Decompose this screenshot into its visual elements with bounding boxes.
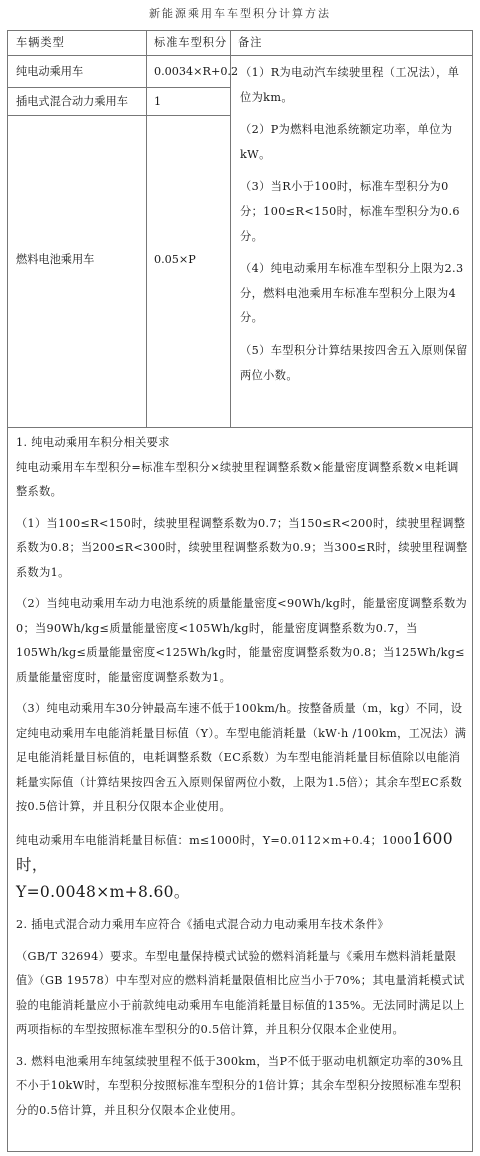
row-bev-score: 0.0034×R+0.2 <box>154 65 239 78</box>
row-bev-type: 纯电动乘用车 <box>16 65 84 78</box>
column-divider <box>146 31 147 427</box>
paragraph: （2）当纯电动乘用车动力电池系统的质量能量密度<90Wh/kg时，能量密度调整系数为0；当90Wh/kg≤质量能量密度<105Wh/kg时，能量密度调整系数为0.7，当105Wh/kg≤质量能量密度<125Wh/kg时，能量密度调整系数为0.8；当125Wh/kg≤质量能量密度时，能量密度调整系数为1。 <box>16 597 468 684</box>
text-span: 时， <box>16 856 48 874</box>
row-divider <box>8 55 472 56</box>
row-fcev-type: 燃料电池乘用车 <box>16 253 95 266</box>
paragraph: （1）当100≤R<150时，续驶里程调整系数为0.7；当150≤R<200时，续驶里程调整系数为0.8；当200≤R<300时，续驶里程调整系数为0.9；当300≤R时，续驶里程调整系数为1。 <box>16 516 468 579</box>
row-divider <box>8 115 230 116</box>
text-span: 1600 <box>412 829 453 848</box>
paragraph: 3. 燃料电池乘用车纯氢续驶里程不低于300km，当P不低于驱动电机额定功率的30%且不小于10kW时，车型积分按照标准车型积分的1倍计算；其余车型积分按照标准车型积分的0.5倍计算，并且积分仅限本企业使用。 <box>16 1054 464 1117</box>
policy-table <box>7 30 473 1152</box>
row-divider <box>8 87 230 88</box>
paragraph <box>16 827 470 907</box>
notes-cell <box>240 61 470 388</box>
note-item: （3）当R小于100时，标准车型积分为0分；100≤R<150时，标准车型积分为0.6分。 <box>240 180 460 243</box>
note-item: （4）纯电动乘用车标准车型积分上限为2.3分，燃料电池乘用车标准车型积分上限为4分。 <box>240 262 464 325</box>
section-heading: 1. 纯电动乘用车积分相关要求 <box>16 436 170 449</box>
paragraph: （GB/T 32694）要求。车型电量保持模式试验的燃料消耗量与《乘用车燃料消耗量限值》（GB 19578）中车型对应的燃料消耗量限值相比应当小于70%；其电量消耗模式试验的电能消耗量应小于前款纯电动乘用车电能消耗量目标值的135%。无法同时满足以上两项指标的车型按照标准车型积分的0.5倍计算，并且积分仅限本企业使用。 <box>16 949 465 1036</box>
note-item: （5）车型积分计算结果按四舍五入原则保留两位小数。 <box>240 343 468 382</box>
note-item: （2）P为燃料电池系统额定功率，单位为kW。 <box>240 123 453 161</box>
paragraph: （3）纯电动乘用车30分钟最高车速不低于100km/h。按整备质量（m，kg）不同，设定纯电动乘用车电能消耗量目标值（Y）。车型电能消耗量（kW·h /100km，工况法）满足电能消耗量目标值的，电耗调整系数（EC系数）为车型电能消耗量目标值除以电能消耗量实际值（计算结果按四舍五入原则保留两位小数，上限为1.5倍）；其余车型EC系数按0.5倍计算，并且积分仅限本企业使用。 <box>16 702 467 813</box>
row-divider <box>8 427 472 428</box>
paragraph: 纯电动乘用车车型积分=标准车型积分×续驶里程调整系数×能量密度调整系数×电耗调整系数。 <box>16 460 459 498</box>
column-divider <box>230 31 231 427</box>
note-item: （1）R为电动汽车续驶里程（工况法），单位为km。 <box>240 66 460 104</box>
row-phev-score: 1 <box>154 95 162 108</box>
page-title: 新能源乘用车车型积分计算方法 <box>149 7 331 20</box>
text-span: 纯电动乘用车电能消耗量目标值：m≤1000时，Y=0.0112×m+0.4；1000 <box>16 833 413 847</box>
section-heading: 2. 插电式混合动力乘用车应符合《插电式混合动力电动乘用车技术条件》 <box>16 918 389 931</box>
row-fcev-score: 0.05×P <box>154 253 196 266</box>
header-vehicle-type: 车辆类型 <box>16 36 65 49</box>
requirements-section <box>16 431 470 1123</box>
header-standard-score: 标准车型积分 <box>154 36 228 49</box>
text-span: Y=0.0048×m+8.60。 <box>16 882 190 901</box>
header-notes: 备注 <box>238 36 263 49</box>
row-phev-type: 插电式混合动力乘用车 <box>16 95 128 108</box>
